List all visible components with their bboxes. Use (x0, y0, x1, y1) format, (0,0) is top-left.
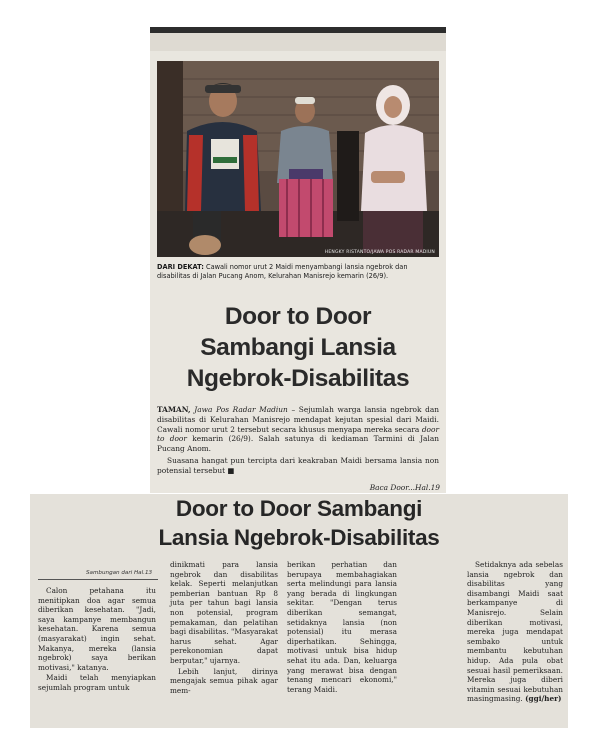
lead-paragraphs (157, 405, 439, 478)
article-column-2 (170, 560, 278, 696)
headline-line: Door to Door (224, 303, 372, 330)
headline-line: Lansia Ngebrok-Disabilitas (158, 525, 440, 550)
caption-text: Cawali nomor urut 2 Maidi menyambangi lansia ngebrok dan disabilitas di Jalan Pucang Anom, Kelurahan Manisrejo kemarin (26/9). (157, 263, 408, 280)
news-photo (157, 61, 439, 257)
paragraph: dinikmati para lansia ngebrok dan disabilitas kelak. Seperti melanjutkan pemberian bantuan Rp 8 juta per tahun bagi lansia non potensial, program pemakaman, dan pelatihan bagi disabilitas. "Masyarakat harus sehat. Agar perekonomian dapat berputar," ujarnya. (170, 560, 278, 665)
lead-paragraph-2 (157, 456, 439, 476)
top-news-clipping (150, 27, 446, 493)
continued-reference: Baca Door...Hal.19 (369, 483, 440, 492)
paragraph: Maidi telah menyiapkan sejumlah program untuk (38, 673, 156, 692)
headline-bottom (30, 494, 568, 552)
headline-line: Door to Door Sambangi (175, 496, 423, 521)
continuation-label: Sambungan dari Hal.13 (86, 570, 153, 576)
article-column-4 (467, 560, 563, 705)
paragraph: Lebih lanjut, dirinya mengajak semua pihak agar mem- (170, 666, 278, 695)
lead-paragraph-2-text: Suasana hangat pun tercipta dari keakraban Maidi bersama lansia non potensial tersebut (157, 455, 439, 475)
paragraph: berikan perhatian dan berupaya membahagiakan serta melindungi para lansia yang berada di lingkungan sekitar. "Dengan terus diberikan semangat, setidaknya lansia (non potensial) itu merasa diperhatikan. Sehingga, motivasi untuk bisa hidup sehat itu ada. Dan, keluarga yang merawat bisa dengan tenang mencari ekonomi," terang Maidi. (287, 560, 397, 694)
lead-paragraph-1 (157, 405, 439, 454)
paragraph: Calon petahana itu menitipkan doa agar semua diberikan kesehatan. "Jadi, saya kampanye membangun kesehatan. Karena semua (masyarakat) ingin sehat. Makanya, mereka (lansia ngebrok) saya berikan motivasi," katanya. (38, 586, 156, 672)
end-square-icon: ■ (227, 465, 235, 475)
faded-header-strip (150, 33, 446, 51)
photo-credit: HENGKY RISTANTO/JAWA POS RADAR MADIUN (324, 250, 435, 255)
divider (38, 579, 158, 580)
lead-italic-phrase: door to door (157, 424, 439, 444)
article-column-3 (287, 560, 397, 695)
photo-illustration (157, 61, 439, 257)
photo-caption (157, 263, 441, 281)
dateline: TAMAN, (157, 405, 191, 414)
lead-text: – Sejumlah warga lansia ngebrok dan disabilitas di Kelurahan Manisrejo mendapat kejutan spesial dari Maidi. Cawali nomor urut 2 tersebut secara khusus menyapa mereka secara (157, 405, 439, 434)
article-column-1 (38, 586, 156, 694)
headline-top (150, 301, 446, 394)
headline-line: Ngebrok-Disabilitas (186, 365, 410, 392)
source-name: Jawa Pos Radar Madiun (194, 405, 288, 414)
paragraph (467, 560, 563, 704)
bottom-news-clipping (30, 494, 568, 728)
headline-line: Sambangi Lansia (200, 334, 396, 361)
author-signature: (ggi/her) (525, 694, 562, 704)
paragraph-text: Setidaknya ada sebelas lansia ngebrok dan disabilitas yang disambangi Maidi saat berkampanye di Manisrejo. Selain diberikan motivasi, mereka juga mendapat sembako untuk membantu kebutuhan hidup. Ada pula obat sesuai hasil pemeriksaan. Mereka juga diberi vitamin sesuai kebutuhan masingmasing. (467, 560, 563, 704)
lead-text-end: kemarin (26/9). Salah satunya di kediaman Tarmini di Jalan Pucang Anom. (157, 434, 439, 454)
caption-label: DARI DEKAT: (157, 263, 204, 271)
